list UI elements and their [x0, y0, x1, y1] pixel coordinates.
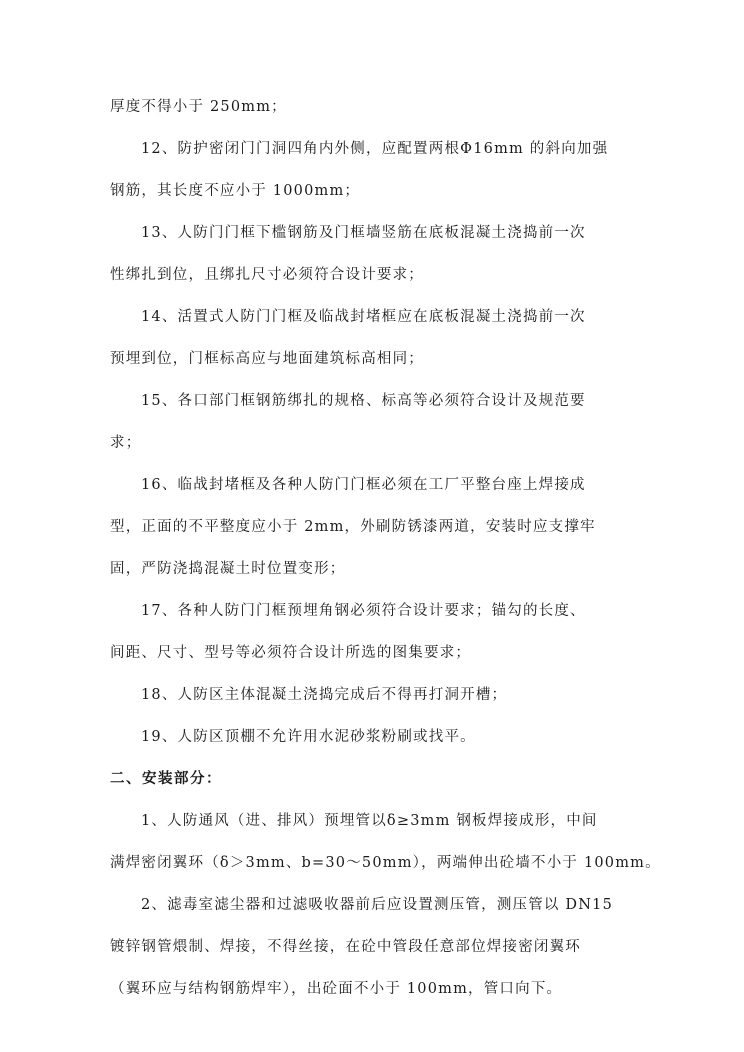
paragraph-line: 型，正面的不平整度应小于 2mm，外刷防锈漆两道，安装时应支撑牢: [110, 519, 596, 535]
paragraph-line: 16、临战封堵框及各种人防门门框必须在工厂平整台座上焊接成: [141, 477, 586, 493]
paragraph-line: 13、人防门门框下槛钢筋及门框墙竖筋在底板混凝土浇捣前一次: [141, 225, 586, 241]
paragraph-line: 预埋到位，门框标高应与地面建筑标高相同；: [110, 351, 424, 367]
paragraph-line: 2、滤毒室滤尘器和过滤吸收器前后应设置测压管，测压管以 DN15: [141, 897, 613, 913]
paragraph-line: 满焊密闭翼环（δ＞3mm、b=30～50mm），两端伸出砼墙不小于 100mm。: [110, 855, 661, 871]
paragraph-line: 钢筋，其长度不应小于 1000mm；: [110, 183, 361, 199]
paragraph-line: 固，严防浇捣混凝土时位置变形；: [110, 561, 346, 577]
section-heading: 二、安装部分：: [110, 771, 222, 787]
paragraph-line: 1、人防通风（进、排风）预埋管以δ≥3mm 钢板焊接成形，中间: [141, 813, 598, 829]
paragraph-line: 15、各口部门框钢筋绑扎的规格、标高等必须符合设计及规范要: [141, 393, 586, 409]
paragraph-line: 厚度不得小于 250mm；: [110, 99, 287, 115]
paragraph-line: 19、人防区顶棚不允许用水泥砂浆粉刷或找平。: [141, 729, 476, 745]
paragraph-line: 18、人防区主体混凝土浇捣完成后不得再打洞开槽；: [141, 687, 508, 703]
paragraph-line: 14、活置式人防门门框及临战封堵框应在底板混凝土浇捣前一次: [141, 309, 586, 325]
paragraph-line: 镀锌钢管煨制、焊接，不得丝接，在砼中管段任意部位焊接密闭翼环: [110, 939, 581, 955]
paragraph-line: 17、各种人防门门框预埋角钢必须符合设计要求；锚勾的长度、: [141, 603, 586, 619]
paragraph-line: 性绑扎到位，且绑扎尺寸必须符合设计要求；: [110, 267, 424, 283]
paragraph-line: 间距、尺寸、型号等必须符合设计所选的图集要求；: [110, 645, 472, 661]
paragraph-line: 求；: [110, 435, 142, 451]
paragraph-line: （翼环应与结构钢筋焊牢），出砼面不小于 100mm，管口向下。: [110, 981, 563, 997]
paragraph-line: 12、防护密闭门门洞四角内外侧，应配置两根Φ16mm 的斜向加强: [141, 141, 609, 157]
